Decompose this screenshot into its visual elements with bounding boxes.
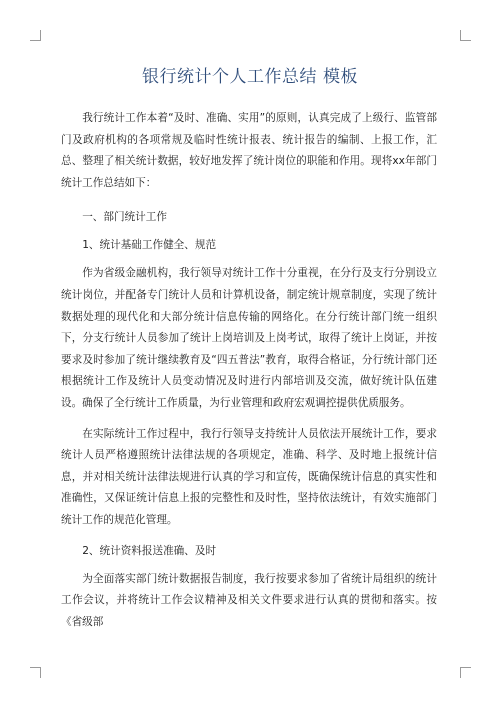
subsection-heading-1: 1、统计基础工作健全、规范 [82, 239, 217, 252]
crop-mark-bottom-right [460, 667, 471, 678]
crop-mark-top-left [30, 30, 41, 41]
intro-paragraph: 我行统计工作本着“及时、准确、实用”的原则，认真完成了上级行、监管部门及政府机构的各项常规及临时性统计报表、统计报告的编制、上报工作，汇总、整理了相关统计数据，较好地发挥了统计岗位的职能和作用。现将xx年部门统计工作总结如下： [61, 112, 437, 189]
document-body [61, 108, 437, 642]
body-paragraph-3: 为全面落实部门统计数据报告制度，我行按要求参加了省统计局组织的统计工作会议，并将统计工作会议精神及相关文件要求进行认真的贯彻和落实。按《省级部 [61, 572, 437, 628]
section-heading-1: 一、部门统计工作 [82, 211, 167, 224]
crop-mark-bottom-left [30, 667, 41, 678]
body-paragraph-1: 作为省级金融机构，我行领导对统计工作十分重视，在分行及支行分别设立统计岗位，并配备专门统计人员和计算机设备，制定统计规章制度，实现了统计数据处理的现代化和大部分统计信息传输的网络化。在分行统计部门统一组织下，分支行统计人员参加了统计上岗培训及上岗考试，取得了统计上岗证，并按要求及时参加了统计继续教育及“四五普法”教育，取得合格证，分行统计部门还根据统计工作及统计人员变动情况及时进行内部培训及交流，做好统计队伍建设。确保了全行统计工作质量，为行业管理和政府宏观调控提供优质服务。 [61, 267, 437, 409]
subsection-heading-2: 2、统计资料报送准确、及时 [82, 544, 217, 557]
document-title: 银行统计个人工作总结 模板 [142, 67, 358, 87]
crop-mark-top-right [460, 30, 471, 41]
body-paragraph-2: 在实际统计工作过程中，我行行领导支持统计人员依法开展统计工作，要求统计人员严格遵照统计法律法规的各项规定，准确、科学、及时地上报统计信息，并对相关统计法律法规进行认真的学习和宣传，既确保统计信息的真实性和准确性，又保证统计信息上报的完整性和及时性，坚持依法统计，有效实施部门统计工作的规范化管理。 [61, 427, 437, 526]
